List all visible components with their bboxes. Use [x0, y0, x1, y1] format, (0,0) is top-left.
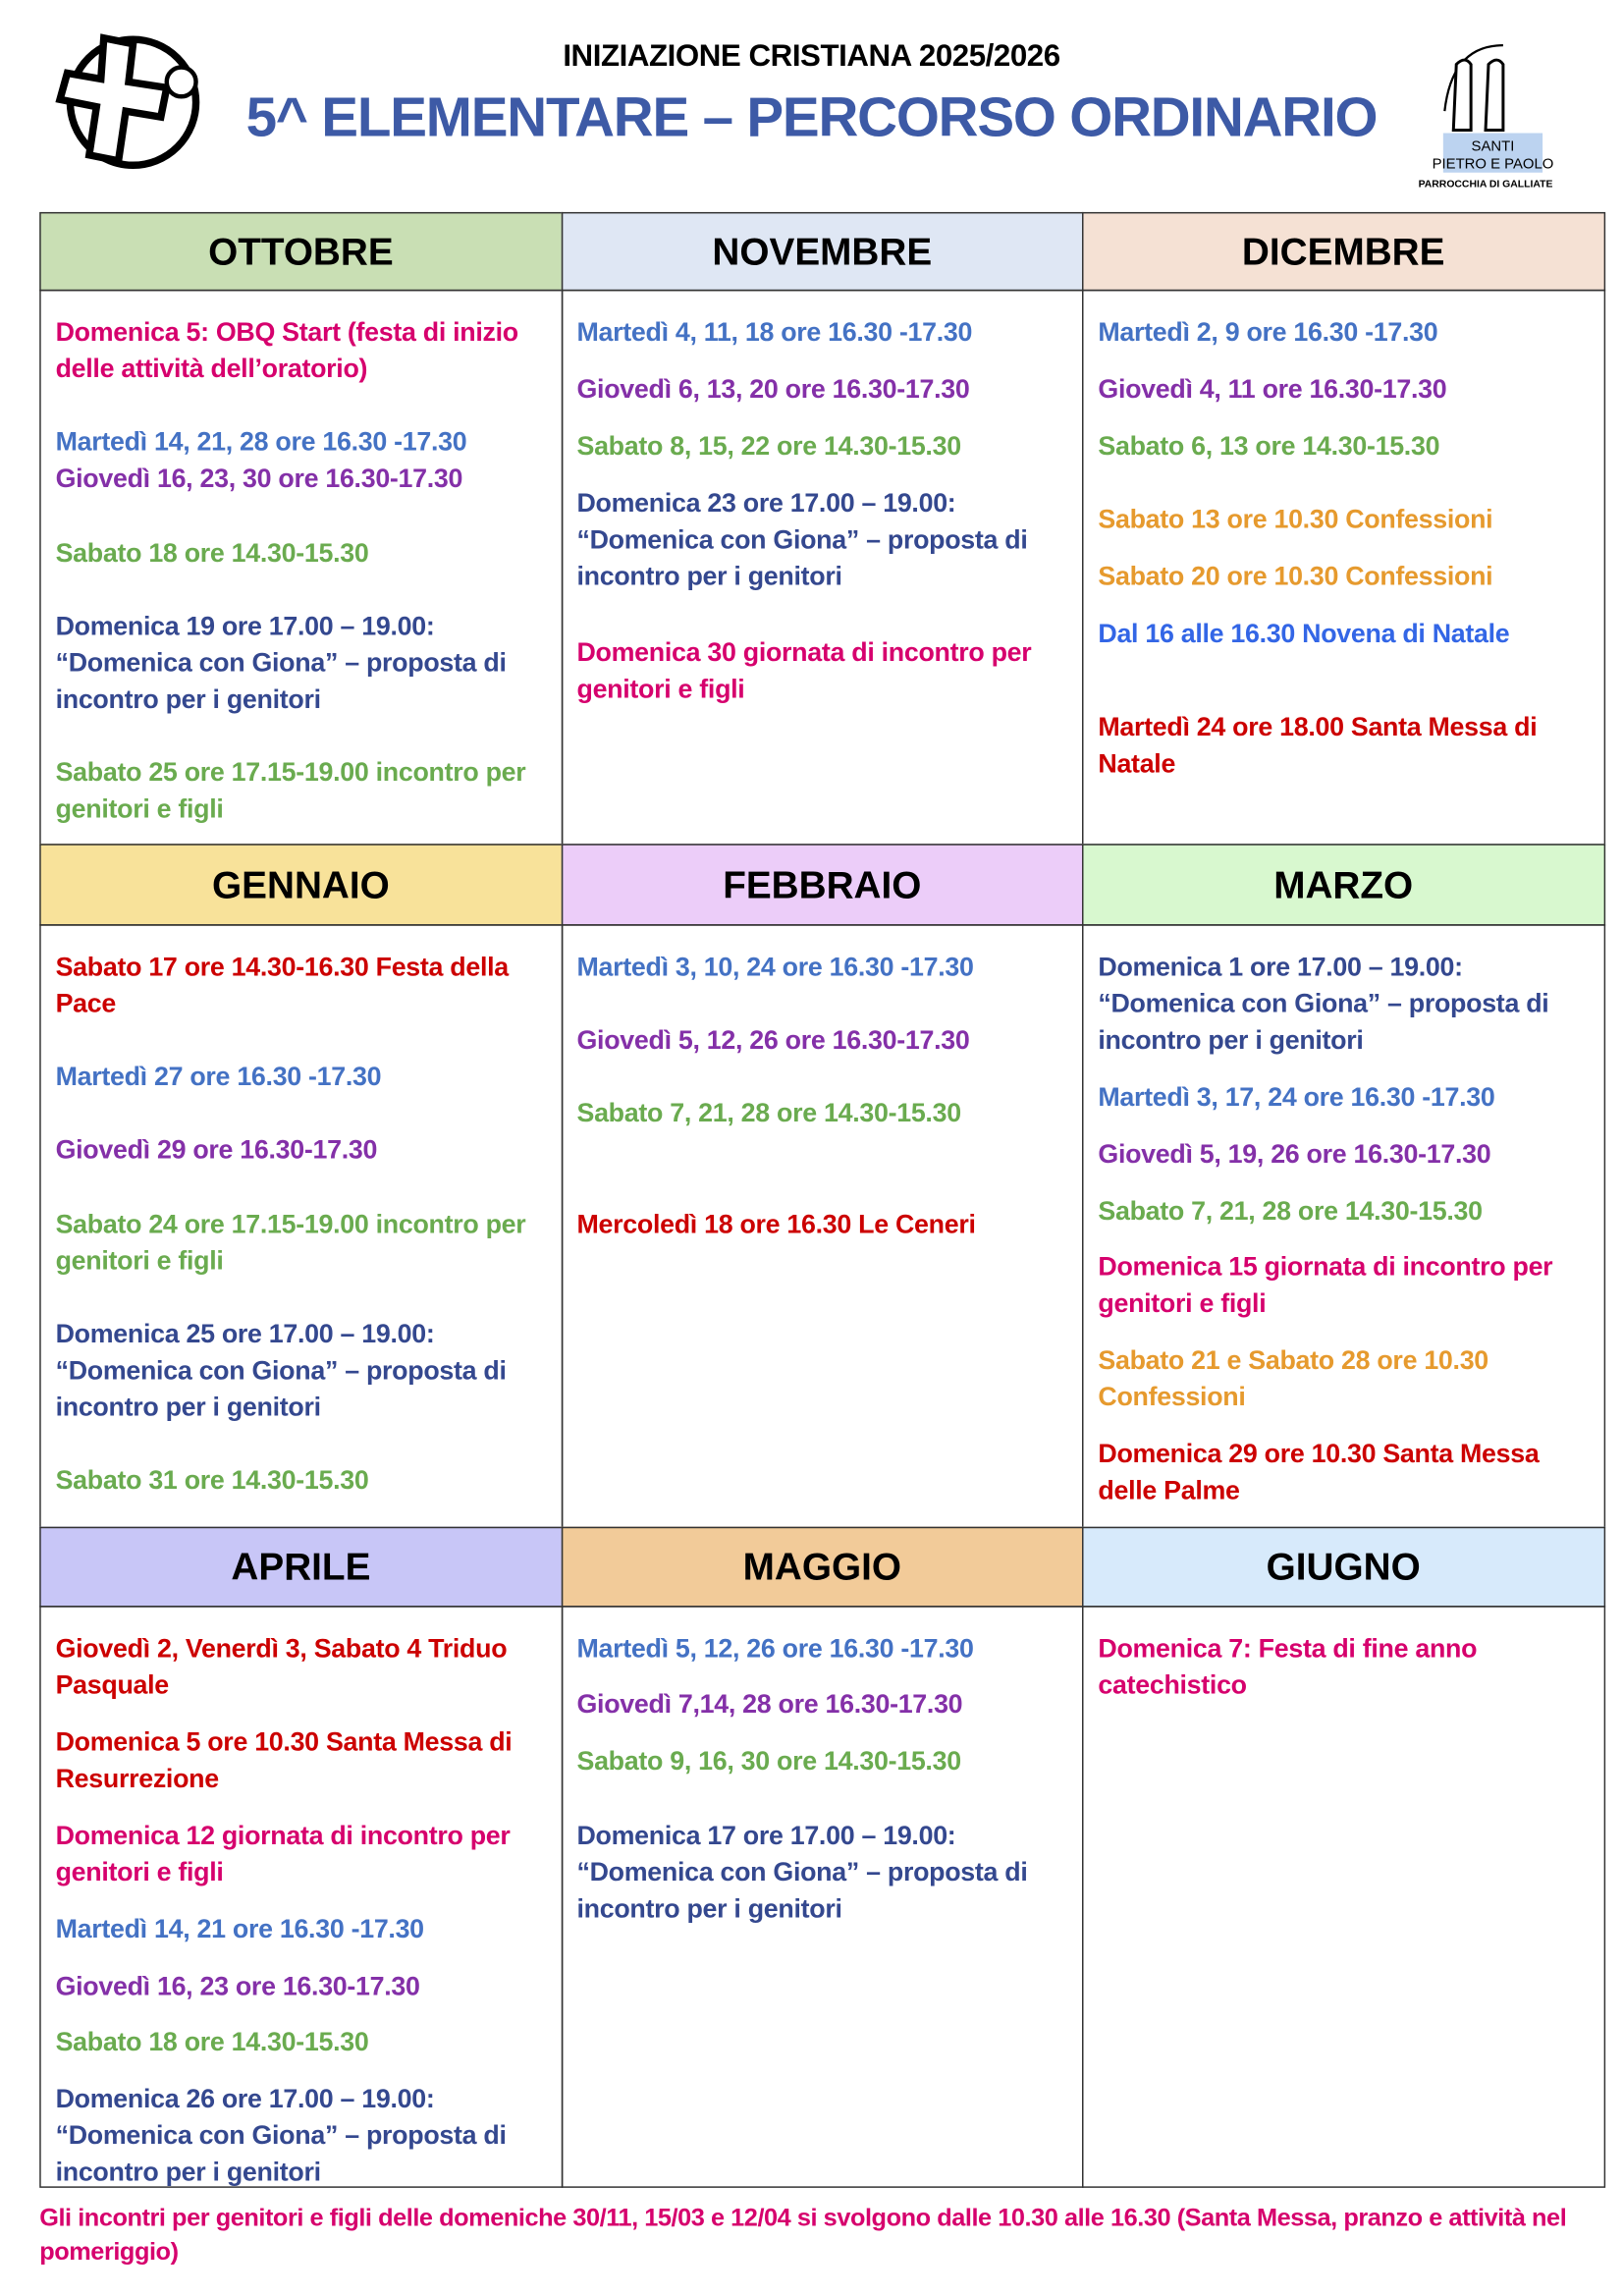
event-item: Giovedì 2, Venerdì 3, Sabato 4 Triduo Pasquale [55, 1633, 508, 1700]
event-item: Domenica 25 ore 17.00 – 19.00: “Domenica con Giona” – proposta di incontro per i genitori [55, 1319, 507, 1422]
month-header-giugno: GIUGNO [1082, 1527, 1604, 1608]
event-item: Martedì 3, 10, 24 ore 16.30 -17.30 [576, 952, 974, 982]
event-item: Domenica 15 giornata di incontro per genitori e figli [1098, 1251, 1553, 1318]
event-item: Domenica 30 giornata di incontro per genitori e figli [576, 637, 1032, 704]
month-header-marzo: MARZO [1082, 844, 1604, 925]
event-item: Sabato 8, 15, 22 ore 14.30-15.30 [576, 431, 961, 462]
svg-text:PARROCCHIA DI GALLIATE: PARROCCHIA DI GALLIATE [1418, 179, 1553, 191]
event-item: Giovedì 7,14, 28 ore 16.30-17.30 [576, 1689, 963, 1719]
event-item: Giovedì 16, 23 ore 16.30-17.30 [55, 1971, 420, 2001]
event-item: Domenica 23 ore 17.00 – 19.00: “Domenica con Giona” – proposta di incontro per i genitori [576, 488, 1028, 591]
event-item: Giovedì 16, 23, 30 ore 16.30-17.30 [55, 464, 463, 493]
svg-text:SANTI: SANTI [1471, 138, 1515, 155]
document-subtitle: INIZIAZIONE CRISTIANA 2025/2026 [563, 39, 1060, 74]
month-header-ottobre: OTTOBRE [39, 212, 562, 291]
event-item: Sabato 31 ore 14.30-15.30 [55, 1465, 369, 1495]
event-item: Martedì 2, 9 ore 16.30 -17.30 [1098, 317, 1438, 347]
month-cell-dicembre [1082, 290, 1604, 846]
event-item: Domenica 26 ore 17.00 – 19.00: “Domenica con Giona” – proposta di incontro per i genitori [55, 2084, 507, 2187]
event-item: Sabato 9, 16, 30 ore 14.30-15.30 [576, 1746, 961, 1776]
event-item: Domenica 19 ore 17.00 – 19.00: “Domenica con Giona” – proposta di incontro per i genitori [55, 611, 507, 714]
event-item: Domenica 12 giornata di incontro per genitori e figli [55, 1821, 511, 1887]
event-item: Martedì 3, 17, 24 ore 16.30 -17.30 [1098, 1082, 1495, 1112]
footer-note: Gli incontri per genitori e figli delle domeniche 30/11, 15/03 e 12/04 si svolgono dalle 10.30 alle 16.30 (Santa Messa, pranzo e attività nel pomeriggio) [39, 2204, 1567, 2266]
document-title: 5^ ELEMENTARE – PERCORSO ORDINARIO [245, 87, 1378, 149]
event-item: Giovedì 29 ore 16.30-17.30 [55, 1134, 378, 1165]
event-item: Sabato 7, 21, 28 ore 14.30-15.30 [1098, 1196, 1483, 1226]
event-item: Martedì 27 ore 16.30 -17.30 [55, 1062, 382, 1091]
event-item: Sabato 13 ore 10.30 Confessioni [1098, 504, 1493, 534]
event-item: Sabato 21 e Sabato 28 ore 10.30 Confessioni [1098, 1345, 1488, 1412]
event-item: Giovedì 5, 19, 26 ore 16.30-17.30 [1098, 1139, 1491, 1169]
event-item: Martedì 4, 11, 18 ore 16.30 -17.30 [576, 317, 973, 347]
month-cell-novembre [561, 290, 1083, 846]
month-cell-gennaio [39, 924, 562, 1528]
event-item: Sabato 24 ore 17.15-19.00 incontro per genitori e figli [55, 1209, 526, 1276]
month-header-aprile: APRILE [39, 1527, 562, 1608]
event-item: Sabato 6, 13 ore 14.30-15.30 [1098, 431, 1440, 462]
month-cell-maggio [561, 1606, 1083, 2188]
event-item: Sabato 20 ore 10.30 Confessioni [1098, 561, 1493, 591]
event-item: Giovedì 6, 13, 20 ore 16.30-17.30 [576, 374, 970, 405]
event-item: Sabato 17 ore 14.30-16.30 Festa della Pace [55, 952, 509, 1018]
svg-text:PIETRO E PAOLO: PIETRO E PAOLO [1432, 156, 1554, 173]
month-cell-ottobre [39, 290, 562, 846]
event-item: Dal 16 alle 16.30 Novena di Natale [1098, 618, 1510, 648]
event-item: Domenica 5 ore 10.30 Santa Messa di Resurrezione [55, 1726, 513, 1793]
month-cell-febbraio [561, 924, 1083, 1528]
event-item: Domenica 7: Festa di fine anno catechistico [1098, 1633, 1478, 1700]
event-item: Martedì 14, 21 ore 16.30 -17.30 [55, 1914, 424, 1944]
event-item: Domenica 5: OBQ Start (festa di inizio delle attività dell’oratorio) [55, 317, 518, 384]
event-item: Martedì 14, 21, 28 ore 16.30 -17.30 [55, 426, 467, 457]
month-header-gennaio: GENNAIO [39, 844, 562, 925]
month-cell-marzo [1082, 924, 1604, 1528]
event-item: Mercoledì 18 ore 16.30 Le Ceneri [576, 1209, 976, 1239]
event-item: Sabato 7, 21, 28 ore 14.30-15.30 [576, 1098, 961, 1128]
event-item: Martedì 24 ore 18.00 Santa Messa di Natale [1098, 712, 1538, 779]
month-header-dicembre: DICEMBRE [1082, 212, 1604, 291]
month-header-febbraio: FEBBRAIO [561, 844, 1083, 925]
event-item: Giovedì 5, 12, 26 ore 16.30-17.30 [576, 1024, 970, 1055]
event-item: Sabato 18 ore 14.30-15.30 [55, 538, 369, 568]
event-item: Sabato 18 ore 14.30-15.30 [55, 2027, 369, 2056]
month-header-maggio: MAGGIO [561, 1527, 1083, 1608]
event-item: Domenica 1 ore 17.00 – 19.00: “Domenica con Giona” – proposta di incontro per i genitori [1098, 952, 1549, 1055]
month-cell-aprile [39, 1606, 562, 2188]
event-item: Domenica 17 ore 17.00 – 19.00: “Domenica con Giona” – proposta di incontro per i genitori [576, 1821, 1028, 1924]
event-item: Giovedì 4, 11 ore 16.30-17.30 [1098, 374, 1447, 405]
event-item: Domenica 29 ore 10.30 Santa Messa delle Palme [1098, 1439, 1540, 1505]
month-cell-giugno [1082, 1606, 1604, 2188]
event-item: Sabato 25 ore 17.15-19.00 incontro per genitori e figli [55, 757, 526, 824]
event-item: Martedì 5, 12, 26 ore 16.30 -17.30 [576, 1633, 974, 1664]
month-header-novembre: NOVEMBRE [561, 212, 1083, 291]
